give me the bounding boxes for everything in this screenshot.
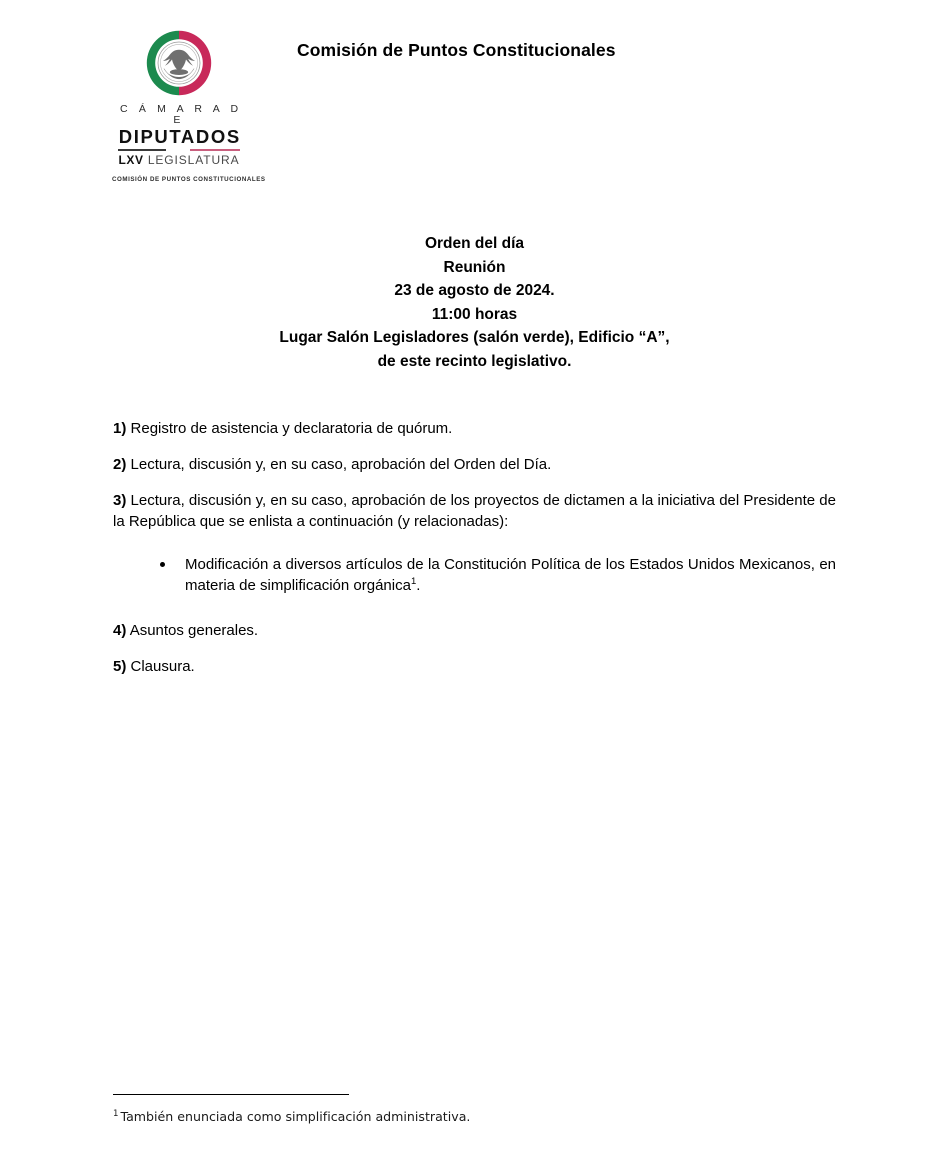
agenda-item-1-text: Registro de asistencia y declaratoria de quórum. <box>130 420 453 437</box>
agenda-item-1-number: 1) <box>113 420 127 437</box>
logo-rule-dark <box>118 149 166 151</box>
agenda-list <box>113 403 836 677</box>
agenda-item-2-text: Lectura, discusión y, en su caso, aprobación del Orden del Día. <box>130 456 552 473</box>
page-title: Comisión de Puntos Constitucionales <box>297 40 616 60</box>
agenda-item-3-text: Lectura, discusión y, en su caso, aprobación de los proyectos de dictamen a la iniciativa del Presidente de la República que se enlista a continuación (y relacionadas): <box>113 492 836 530</box>
agenda-item-2-number: 2) <box>113 456 127 473</box>
agenda-item-3-number: 3) <box>113 492 127 509</box>
meeting-heading-block <box>113 232 836 373</box>
logo-line-legislatura <box>112 154 246 167</box>
meeting-heading-line-4: 11:00 horas <box>431 305 518 323</box>
agenda-item-2 <box>113 454 836 475</box>
footnote-marker-inline: 1 <box>410 576 417 587</box>
meeting-heading-line-2: Reunión <box>443 258 506 276</box>
agenda-item-3 <box>113 490 836 532</box>
meeting-heading-line-5: Lugar Salón Legisladores (salón verde), Edificio “A”, <box>279 329 670 346</box>
logo-line-camara: C Á M A R A D E <box>119 103 243 127</box>
logo-lxv-label: LXV <box>118 153 144 168</box>
agenda-item-4-number: 4) <box>113 622 127 639</box>
agenda-item-5 <box>113 656 836 677</box>
document-header <box>0 0 947 185</box>
agenda-item-5-number: 5) <box>113 658 127 675</box>
meeting-heading-line-6: de este recinto legislativo. <box>377 352 572 370</box>
logo-divider-rules <box>118 148 240 153</box>
footnote-block <box>113 1094 836 1125</box>
mexican-coat-of-arms-emblem-icon <box>144 28 214 98</box>
meeting-heading-line-3: 23 de agosto de 2024. <box>394 282 555 299</box>
logo-rule-pink <box>190 149 240 151</box>
logo-legislatura-label: LEGISLATURA <box>147 153 240 168</box>
agenda-item-4-text: Asuntos generales. <box>129 622 259 639</box>
agenda-item-4 <box>113 620 836 641</box>
camara-de-diputados-logo <box>112 28 266 183</box>
footnote-body: También enunciada como simplificación administrativa. <box>120 1109 471 1125</box>
logo-line-diputados: DIPUTADOS <box>118 126 241 148</box>
logo-line-comision: COMISIÓN DE PUNTOS CONSTITUCIONALES <box>112 175 266 183</box>
footnote-number: 1 <box>113 1109 119 1120</box>
agenda-bullet-list <box>113 554 836 596</box>
meeting-heading-line-1: Orden del día <box>424 235 525 252</box>
agenda-bullet-item-1-trailing: . <box>416 577 421 594</box>
agenda-bullet-item-1-text: Modificación a diversos artículos de la Constitución Política de los Estados Unidos Mexicanos, en materia de simplificación orgánica <box>185 556 836 594</box>
bullet-dot-icon <box>160 562 165 567</box>
agenda-item-1 <box>113 418 836 439</box>
agenda-item-5-text: Clausura. <box>130 658 195 675</box>
footnote-text <box>113 1108 836 1125</box>
footnote-separator-rule <box>113 1094 349 1095</box>
agenda-bullet-item-1 <box>113 554 836 596</box>
